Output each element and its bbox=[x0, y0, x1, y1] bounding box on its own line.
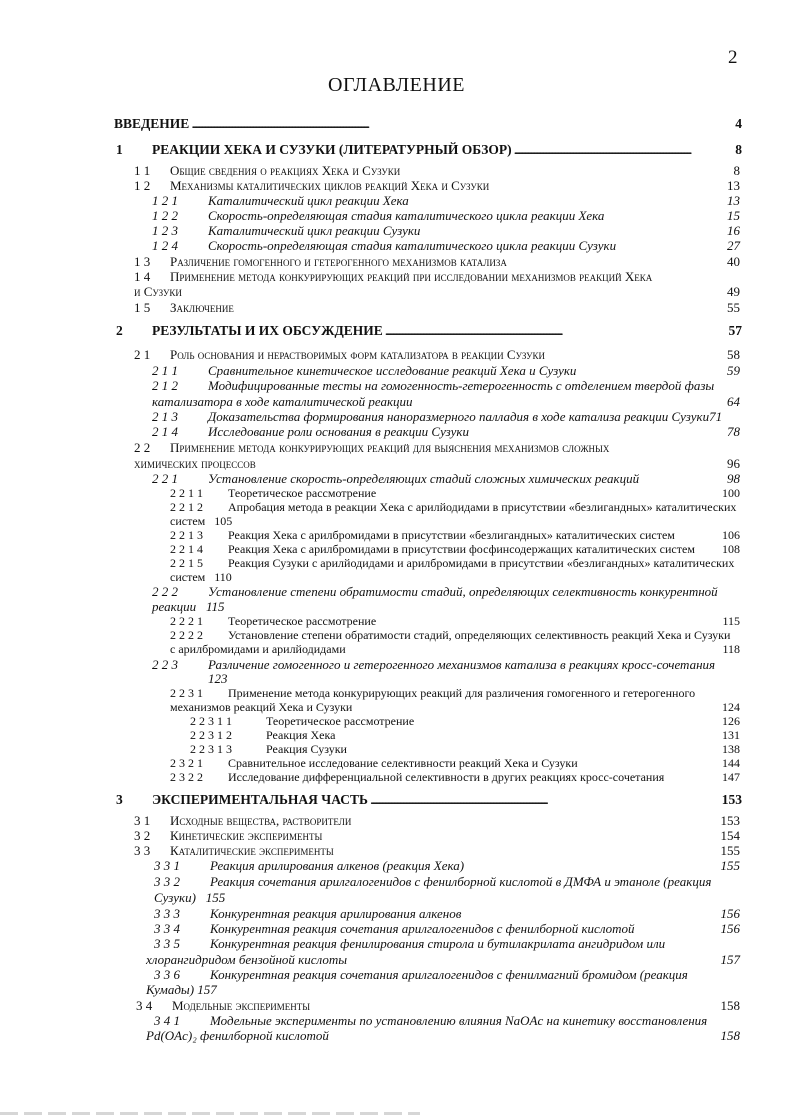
toc-text: Теоретическое рассмотрение bbox=[228, 614, 377, 628]
toc-text: Установление скорость-определяющих стадий сложных химических реакций bbox=[208, 471, 640, 486]
toc-text: Скорость-определяющая стадия каталитического цикла реакции Хека bbox=[208, 208, 605, 223]
toc-text: Применение метода конкурирующих реакций для выяснения механизмов сложных bbox=[170, 440, 610, 455]
toc-page: 155 bbox=[720, 843, 740, 858]
toc-text: Теоретическое рассмотрение bbox=[266, 714, 415, 728]
toc-number: 3 4 bbox=[136, 998, 153, 1013]
toc-intro-label: ВВЕДЕНИЕ bbox=[114, 116, 190, 131]
toc-text: и Сузуки bbox=[134, 284, 182, 299]
toc-text: Скорость-определяющая стадия каталитического цикла реакции Сузуки bbox=[208, 238, 617, 253]
toc-row[interactable] bbox=[136, 998, 740, 1014]
toc-text: Исследование дифференциальной селективности в других реакциях кросс-сочетания bbox=[228, 770, 665, 784]
toc-row[interactable] bbox=[154, 921, 740, 937]
toc-row-cont[interactable] bbox=[208, 671, 308, 687]
toc-row-cont[interactable] bbox=[170, 642, 740, 657]
toc-row-cont[interactable] bbox=[146, 982, 740, 998]
toc-text: Применение метода конкурирующих реакций для различения гомогенного и гетерогенного bbox=[228, 686, 696, 700]
toc-row[interactable] bbox=[170, 556, 740, 571]
toc-text: реакции bbox=[152, 599, 197, 614]
toc-ch2-page: 57 bbox=[728, 323, 742, 338]
toc-page: 144 bbox=[722, 756, 740, 770]
toc-text: Сравнительное кинетическое исследование реакций Хека и Сузуки bbox=[208, 363, 577, 378]
toc-row-cont[interactable] bbox=[146, 952, 740, 968]
toc-number: 1 2 4 bbox=[152, 238, 178, 253]
toc-row[interactable] bbox=[134, 813, 740, 829]
toc-row-cont[interactable] bbox=[170, 514, 740, 529]
scan-artifact bbox=[0, 1112, 420, 1115]
toc-text: механизмов реакций Хека и Сузуки bbox=[170, 700, 353, 714]
toc-intro[interactable] bbox=[114, 116, 742, 132]
page-title: ОГЛАВЛЕНИЕ bbox=[328, 74, 465, 96]
toc-text: Кумады) bbox=[146, 982, 195, 997]
toc-text: Общие сведения о реакциях Хека и Сузуки bbox=[170, 163, 401, 178]
toc-ch3-number: 3 bbox=[116, 792, 123, 807]
toc-text: Конкурентная реакция сочетания арилгалогенидов с фенилмагний бромидом (реакция bbox=[210, 967, 688, 982]
toc-row[interactable] bbox=[152, 584, 740, 600]
toc-row[interactable] bbox=[134, 163, 740, 179]
toc-row-cont[interactable] bbox=[134, 456, 740, 472]
toc-row-cont[interactable] bbox=[134, 284, 740, 300]
toc-ch1-number: 1 bbox=[116, 142, 123, 157]
toc-text: Исследование роли основания в реакции Сузуки bbox=[208, 424, 470, 439]
toc-page: 126 bbox=[722, 714, 740, 728]
toc-number: 1 5 bbox=[134, 300, 151, 315]
toc-page: 16 bbox=[727, 223, 740, 238]
toc-text: Доказательства формирования наноразмерного палладия в ходе катализа реакции Сузуки bbox=[208, 409, 710, 424]
toc-row[interactable] bbox=[152, 378, 740, 394]
toc-row[interactable] bbox=[154, 936, 740, 952]
toc-row[interactable] bbox=[152, 409, 740, 425]
toc-ch1-label: РЕАКЦИИ ХЕКА И СУЗУКИ (ЛИТЕРАТУРНЫЙ ОБЗОР) bbox=[152, 142, 512, 157]
toc-number: 2 2 bbox=[134, 440, 151, 455]
toc-row[interactable] bbox=[152, 223, 740, 239]
toc-text: Каталитический цикл реакции Хека bbox=[208, 193, 409, 208]
toc-text: Конкурентная реакция фенилирования стирола и бутилакрилата ангидридом или bbox=[210, 936, 666, 951]
toc-chapter-1[interactable] bbox=[152, 142, 742, 158]
toc-row[interactable] bbox=[154, 967, 740, 983]
toc-row[interactable] bbox=[134, 828, 740, 844]
toc-row-cont[interactable] bbox=[170, 570, 740, 585]
toc-row[interactable] bbox=[152, 208, 740, 224]
toc-intro-page: 4 bbox=[735, 116, 742, 131]
toc-number: 3 3 1 bbox=[154, 858, 180, 873]
toc-row[interactable] bbox=[134, 300, 740, 316]
toc-page: 157 bbox=[720, 952, 740, 967]
toc-row-cont[interactable] bbox=[152, 394, 740, 410]
toc-page: 158 bbox=[720, 998, 740, 1013]
toc-text: Реакция арилирования алкенов (реакция Хека) bbox=[210, 858, 465, 873]
toc-row[interactable] bbox=[134, 254, 740, 270]
toc-row[interactable] bbox=[170, 542, 740, 557]
toc-page: 108 bbox=[722, 542, 740, 556]
toc-text: Заключение bbox=[170, 300, 234, 315]
toc-text: Сравнительное исследование селективности реакций Хека и Сузуки bbox=[228, 756, 578, 770]
toc-page: 27 bbox=[727, 238, 740, 253]
toc-number: 2 3 2 2 bbox=[170, 770, 203, 784]
toc-text: химических процессов bbox=[134, 456, 256, 471]
toc-number: 2 1 3 bbox=[152, 409, 178, 424]
toc-text: Pd(OAc)₂ фенилборной кислотой bbox=[146, 1028, 329, 1043]
toc-row[interactable] bbox=[152, 424, 740, 440]
toc-number: 2 1 4 bbox=[152, 424, 178, 439]
toc-row[interactable] bbox=[170, 528, 740, 543]
toc-text: Реакция сочетания арилгалогенидов с фенилборной кислотой в ДМФА и этаноле (реакция bbox=[210, 874, 712, 889]
toc-number: 3 3 5 bbox=[154, 936, 180, 951]
toc-row[interactable] bbox=[190, 728, 740, 743]
toc-number: 3 1 bbox=[134, 813, 151, 828]
toc-text: Применение метода конкурирующих реакций при исследовании механизмов реакций Хека bbox=[170, 269, 653, 284]
toc-number: 2 2 3 1 2 bbox=[190, 728, 232, 742]
toc-page: 153 bbox=[720, 813, 740, 828]
toc-page: 157 bbox=[197, 982, 217, 997]
toc-number: 2 2 1 bbox=[152, 471, 178, 486]
toc-row[interactable] bbox=[190, 742, 740, 757]
toc-number: 1 4 bbox=[134, 269, 151, 284]
toc-text: Сузуки) bbox=[154, 890, 196, 905]
toc-number: 1 2 bbox=[134, 178, 151, 193]
toc-row[interactable] bbox=[134, 178, 740, 194]
toc-text: Установление степени обратимости стадий, определяющих селективность реакций Хека и Сузуки bbox=[228, 628, 731, 642]
toc-row[interactable] bbox=[170, 628, 740, 643]
dot-leader bbox=[370, 792, 720, 808]
toc-page: 100 bbox=[722, 486, 740, 500]
toc-page: 118 bbox=[722, 642, 740, 656]
toc-text: Установление степени обратимости стадий, определяющих селективность конкурентной bbox=[208, 584, 718, 599]
toc-number: 2 2 2 bbox=[152, 584, 178, 599]
toc-row-cont[interactable] bbox=[170, 700, 740, 715]
toc-number: 2 2 3 1 3 bbox=[190, 742, 232, 756]
toc-number: 3 3 6 bbox=[154, 967, 180, 982]
toc-page: 158 bbox=[720, 1028, 740, 1043]
toc-page: 106 bbox=[722, 528, 740, 542]
toc-page: 124 bbox=[722, 700, 740, 714]
dot-leader bbox=[514, 142, 734, 158]
toc-row[interactable] bbox=[170, 614, 740, 629]
toc-number: 2 2 3 bbox=[152, 657, 178, 672]
toc-number: 1 3 bbox=[134, 254, 151, 269]
toc-row[interactable] bbox=[152, 238, 740, 254]
toc-number: 2 3 2 1 bbox=[170, 756, 203, 770]
toc-page: 156 bbox=[720, 921, 740, 936]
toc-chapter-2[interactable] bbox=[152, 323, 742, 339]
toc-number: 3 3 2 bbox=[154, 874, 180, 889]
toc-number: 1 2 3 bbox=[152, 223, 178, 238]
toc-number: 2 2 1 3 bbox=[170, 528, 203, 542]
toc-number: 2 2 2 2 bbox=[170, 628, 203, 642]
toc-text: Каталитический цикл реакции Сузуки bbox=[208, 223, 421, 238]
toc-page: 105 bbox=[214, 514, 233, 528]
toc-text: Конкурентная реакция сочетания арилгалогенидов с фенилборной кислотой bbox=[210, 921, 635, 936]
toc-page: 8 bbox=[733, 163, 740, 178]
toc-page: 59 bbox=[727, 363, 740, 378]
toc-row[interactable] bbox=[134, 347, 740, 363]
toc-page: 154 bbox=[720, 828, 740, 843]
toc-row[interactable] bbox=[170, 686, 740, 701]
toc-page: 131 bbox=[722, 728, 740, 742]
toc-row[interactable] bbox=[134, 269, 740, 285]
toc-page: 115 bbox=[722, 614, 740, 628]
dot-leader bbox=[385, 323, 727, 339]
toc-page: 15 bbox=[727, 208, 740, 223]
toc-row[interactable] bbox=[170, 486, 740, 501]
toc-page: 13 bbox=[727, 178, 740, 193]
toc-page: 110 bbox=[214, 570, 232, 584]
toc-text: Различение гомогенного и гетерогенного механизмов катализа в реакциях кросс-сочетания bbox=[208, 657, 716, 672]
toc-text: с арилбромидами и арилйодидами bbox=[170, 642, 346, 656]
toc-number: 3 3 bbox=[134, 843, 151, 858]
toc-ch2-number: 2 bbox=[116, 323, 123, 338]
toc-page: 155 bbox=[205, 890, 226, 905]
toc-page: 115 bbox=[205, 599, 225, 614]
toc-number: 2 2 3 1 bbox=[170, 686, 203, 700]
toc-page: 123 bbox=[208, 671, 228, 686]
toc-number: 2 2 2 1 bbox=[170, 614, 203, 628]
toc-page: 58 bbox=[727, 347, 740, 362]
toc-row[interactable] bbox=[170, 500, 740, 515]
dot-leader bbox=[191, 116, 733, 132]
toc-row[interactable] bbox=[154, 858, 740, 874]
toc-row[interactable] bbox=[152, 363, 740, 379]
toc-row[interactable] bbox=[152, 471, 740, 487]
toc-page: 49 bbox=[727, 284, 740, 299]
toc-number: 2 1 bbox=[134, 347, 151, 362]
toc-number: 3 4 1 bbox=[154, 1013, 180, 1028]
page-number: 2 bbox=[728, 47, 738, 68]
toc-text: Реакция Хека bbox=[266, 728, 336, 742]
toc-row[interactable] bbox=[170, 756, 740, 771]
toc-number: 3 3 3 bbox=[154, 906, 180, 921]
toc-number: 3 3 4 bbox=[154, 921, 180, 936]
toc-text: катализатора в ходе каталитической реакции bbox=[152, 394, 413, 409]
toc-page: 96 bbox=[727, 456, 740, 471]
toc-row[interactable] bbox=[154, 874, 740, 890]
toc-row[interactable] bbox=[154, 1013, 740, 1029]
toc-row[interactable] bbox=[152, 193, 740, 209]
toc-page: 55 bbox=[727, 300, 740, 315]
toc-number: 2 1 1 bbox=[152, 363, 178, 378]
toc-ch2-label: РЕЗУЛЬТАТЫ И ИХ ОБСУЖДЕНИЕ bbox=[152, 323, 383, 338]
toc-number: 2 2 1 4 bbox=[170, 542, 203, 556]
toc-page: 78 bbox=[727, 424, 740, 439]
toc-page: 98 bbox=[727, 471, 740, 486]
toc-row[interactable] bbox=[154, 906, 740, 922]
toc-number: 2 1 2 bbox=[152, 378, 178, 393]
toc-text: Реакция Хека с арилбромидами в присутствии «безлигандных» каталитических систем bbox=[228, 528, 675, 542]
toc-page: 40 bbox=[727, 254, 740, 269]
toc-ch1-page: 8 bbox=[735, 142, 742, 157]
toc-text: Модельные эксперименты bbox=[172, 998, 311, 1013]
toc-number: 3 2 bbox=[134, 828, 151, 843]
toc-row-cont[interactable] bbox=[152, 599, 740, 615]
toc-text: Исходные вещества, растворители bbox=[170, 813, 352, 828]
toc-row[interactable] bbox=[134, 843, 740, 859]
toc-text: Кинетические эксперименты bbox=[170, 828, 323, 843]
toc-number: 1 2 1 bbox=[152, 193, 178, 208]
toc-text: Реакция Хека с арилбромидами в присутствии фосфинсодержащих каталитических систем bbox=[228, 542, 695, 556]
toc-ch3-page: 153 bbox=[721, 792, 742, 807]
toc-text: Механизмы каталитических циклов реакций Хека и Сузуки bbox=[170, 178, 490, 193]
toc-page: 71 bbox=[709, 409, 723, 424]
toc-number: 2 2 1 1 bbox=[170, 486, 203, 500]
toc-row[interactable] bbox=[134, 440, 740, 456]
toc-number: 1 1 bbox=[134, 163, 151, 178]
toc-text: систем bbox=[170, 570, 206, 584]
toc-text: Реакция Сузуки с арилйодидами и арилбромидами в присутствии «безлигандных» каталитических bbox=[228, 556, 735, 570]
toc-text: Роль основания и нерастворимых форм катализатора в реакции Сузуки bbox=[170, 347, 545, 362]
toc-row-cont[interactable] bbox=[154, 890, 740, 906]
toc-text: Модельные эксперименты по установлению влияния NaOAc на кинетику восстановления bbox=[210, 1013, 708, 1028]
toc-page: 155 bbox=[720, 858, 740, 873]
toc-text: Теоретическое рассмотрение bbox=[228, 486, 377, 500]
toc-page: 13 bbox=[727, 193, 740, 208]
toc-row-cont[interactable] bbox=[146, 1028, 740, 1044]
toc-number: 1 2 2 bbox=[152, 208, 178, 223]
toc-page: 147 bbox=[722, 770, 740, 784]
toc-text: Апробация метода в реакции Хека с арилйодидами в присутствии «безлигандных» каталитических bbox=[228, 500, 737, 514]
toc-text: Реакция Сузуки bbox=[266, 742, 347, 756]
toc-page: 156 bbox=[720, 906, 740, 921]
toc-text: систем bbox=[170, 514, 206, 528]
toc-ch3-label: ЭКСПЕРИМЕНТАЛЬНАЯ ЧАСТЬ bbox=[152, 792, 368, 807]
toc-row[interactable] bbox=[190, 714, 740, 729]
toc-number: 2 2 1 2 bbox=[170, 500, 203, 514]
toc-text: Каталитические эксперименты bbox=[170, 843, 334, 858]
toc-text: хлорангидридом бензойной кислоты bbox=[146, 952, 348, 967]
toc-page: 64 bbox=[727, 394, 740, 409]
toc-text: Модифицированные тесты на гомогенность-гетерогенность с отделением твердой фазы bbox=[208, 378, 715, 393]
toc-number: 2 2 3 1 1 bbox=[190, 714, 232, 728]
toc-text: Конкурентная реакция арилирования алкенов bbox=[210, 906, 462, 921]
toc-page: 138 bbox=[722, 742, 740, 756]
toc-number: 2 2 1 5 bbox=[170, 556, 203, 570]
toc-row[interactable] bbox=[170, 770, 740, 785]
toc-text: Различение гомогенного и гетерогенного механизмов катализа bbox=[170, 254, 507, 269]
toc-chapter-3[interactable] bbox=[152, 792, 742, 808]
